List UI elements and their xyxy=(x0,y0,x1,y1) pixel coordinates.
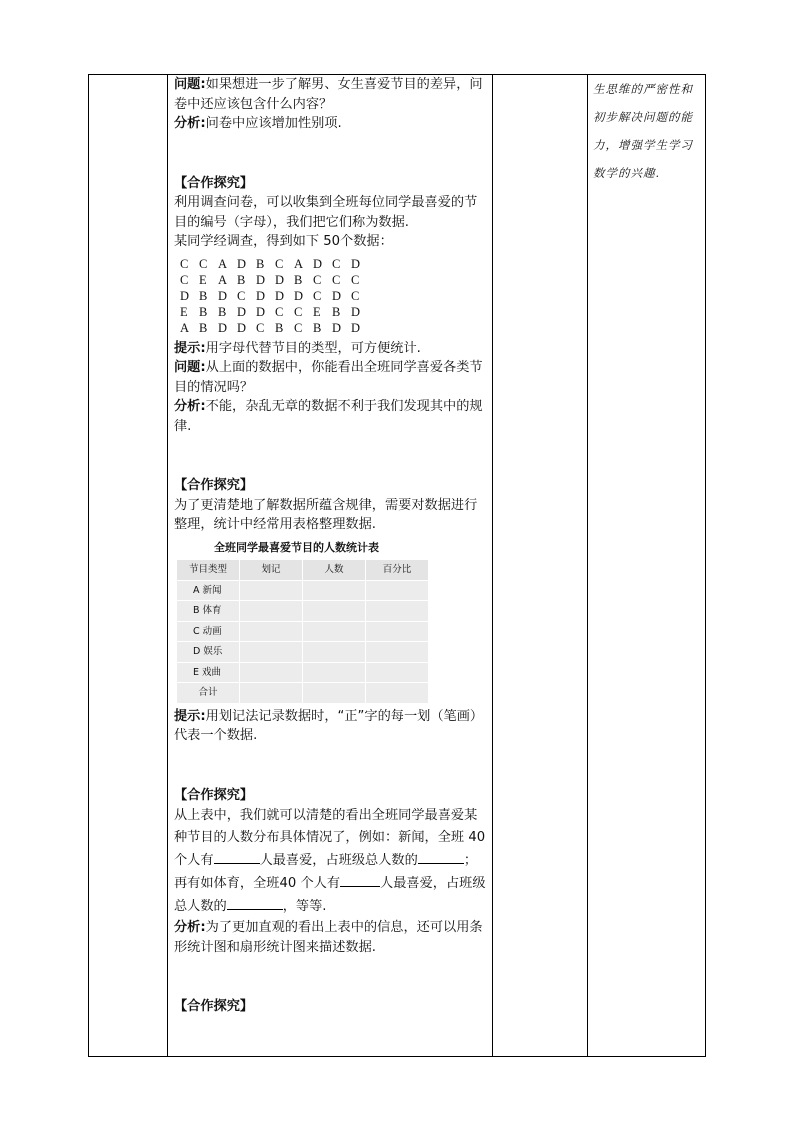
data-letter: D xyxy=(275,272,285,287)
data-letter: D xyxy=(256,288,266,303)
table-empty-cell[interactable] xyxy=(303,662,366,683)
table-row xyxy=(177,642,429,663)
data-letter: B xyxy=(199,304,208,319)
intro-text: 利用调查问卷，可以收集到全班每位同学最喜爱的节目的编号（字母），我们把它们称为数据. xyxy=(174,195,478,230)
data-letter: A xyxy=(218,272,228,287)
table-category-cell: E 戏曲 xyxy=(177,662,240,683)
data-letter: D xyxy=(256,304,266,319)
data-letter: D xyxy=(237,256,247,271)
table-row xyxy=(177,621,429,642)
hint-paragraph: 提示:用字母代替节目的类型，可方便统计. xyxy=(174,340,421,356)
table-row xyxy=(177,601,429,622)
data-letter: C xyxy=(237,288,246,303)
data-letter: C xyxy=(351,288,360,303)
data-letter: C xyxy=(180,256,189,271)
column-divider xyxy=(167,74,168,1057)
data-letter: A xyxy=(294,256,304,271)
table-empty-cell[interactable] xyxy=(366,580,429,601)
data-letter: C xyxy=(256,320,265,335)
answer-blank[interactable] xyxy=(418,849,464,864)
data-letter: E xyxy=(199,272,207,287)
table-empty-cell[interactable] xyxy=(303,580,366,601)
data-letter: C xyxy=(313,288,322,303)
data-letter: D xyxy=(180,288,190,303)
data-letter: D xyxy=(218,288,228,303)
table-empty-cell[interactable] xyxy=(303,683,366,704)
data-letter: C xyxy=(332,256,341,271)
data-letter: D xyxy=(313,256,323,271)
letters-row xyxy=(180,320,488,336)
data-letter: B xyxy=(313,320,322,335)
data-letter: D xyxy=(218,320,228,335)
table-empty-cell[interactable] xyxy=(240,601,303,622)
data-letter: D xyxy=(351,256,361,271)
data-letter: C xyxy=(275,256,284,271)
data-letter: C xyxy=(313,272,322,287)
data-letter: D xyxy=(275,288,285,303)
data-letter: D xyxy=(351,304,361,319)
table-empty-cell[interactable] xyxy=(303,642,366,663)
analysis-paragraph: 分析:为了更加直观的看出上表中的信息，还可以用条形统计图和扇形统计图来描述数据. xyxy=(174,920,483,955)
table-empty-cell[interactable] xyxy=(366,642,429,663)
table-empty-cell[interactable] xyxy=(366,621,429,642)
data-letter: C xyxy=(294,304,303,319)
data-letter: B xyxy=(275,320,284,335)
table-row xyxy=(177,683,429,704)
data-letter: B xyxy=(218,304,227,319)
data-letter: A xyxy=(180,320,190,335)
data-letter: B xyxy=(199,288,208,303)
answer-blank[interactable] xyxy=(227,895,283,910)
table-row xyxy=(177,580,429,601)
data-letter: C xyxy=(351,272,360,287)
table-header-cell: 人数 xyxy=(303,560,366,581)
data-letter: D xyxy=(332,320,342,335)
data-letter: E xyxy=(180,304,188,319)
stat-table xyxy=(176,559,429,704)
data-letter: C xyxy=(199,256,208,271)
question-paragraph: 问题:如果想进一步了解男、女生喜爱节目的差异，问卷中还应该包含什么内容？ xyxy=(174,77,483,112)
fill-blank-paragraph: 从上表中，我们就可以清楚的看出全班同学最喜爱某种节目的人数分布具体情况了，例如：新闻，全班 40 个人有 人最喜爱，占班级总人数的 ；再有如体育，全班40 个人有 人最喜爱，占班级总人数的 ，等等. xyxy=(174,808,486,914)
stat-table-block xyxy=(174,538,488,704)
section-heading: 【合作探究】 xyxy=(174,478,254,493)
table-header-cell: 划记 xyxy=(240,560,303,581)
data-letter: E xyxy=(313,304,321,319)
data-letter: D xyxy=(332,288,342,303)
letters-row xyxy=(180,288,488,304)
column-divider xyxy=(587,74,588,1057)
table-empty-cell[interactable] xyxy=(366,601,429,622)
data-letter: D xyxy=(256,272,266,287)
letters-row xyxy=(180,304,488,320)
answer-blank[interactable] xyxy=(340,872,380,887)
table-category-cell: A 新闻 xyxy=(177,580,240,601)
analysis-paragraph: 分析:不能，杂乱无章的数据不利于我们发现其中的规律. xyxy=(174,399,483,434)
data-letter: D xyxy=(237,320,247,335)
table-category-cell: D 娱乐 xyxy=(177,642,240,663)
data-letters-grid xyxy=(180,256,488,336)
hint-paragraph: 提示:用划记法记录数据时，“正”字的每一划（笔画）代表一个数据. xyxy=(174,708,484,743)
section-heading: 【合作探究】 xyxy=(174,787,254,803)
design-intent-note: 生思维的严密性和初步解决问题的能力，增强学生学习数学的兴趣. xyxy=(593,82,693,180)
table-category-cell: C 动画 xyxy=(177,621,240,642)
table-category-cell: B 体育 xyxy=(177,601,240,622)
table-empty-cell[interactable] xyxy=(366,683,429,704)
table-intro-text: 为了更清楚地了解数据所蕴含规律，需要对数据进行整理，统计中经常用表格整理数据. xyxy=(174,497,478,532)
table-empty-cell[interactable] xyxy=(366,662,429,683)
section-heading: 【合作探究】 xyxy=(174,999,254,1014)
analysis-paragraph: 分析:问卷中应该增加性别项. xyxy=(174,116,342,131)
data-letter: D xyxy=(237,304,247,319)
data-letter: C xyxy=(180,272,189,287)
table-empty-cell[interactable] xyxy=(240,662,303,683)
data-letter: B xyxy=(256,256,265,271)
teaching-content xyxy=(174,75,488,1017)
survey-text: 某同学经调查，得到如下 50个数据： xyxy=(174,234,393,249)
table-title: 全班同学最喜爱节目的人数统计表 xyxy=(214,540,379,554)
letters-row xyxy=(180,256,488,272)
table-empty-cell[interactable] xyxy=(240,580,303,601)
data-letter: B xyxy=(237,272,246,287)
data-letter: D xyxy=(294,288,304,303)
data-letter: C xyxy=(294,320,303,335)
data-letter: B xyxy=(332,304,341,319)
answer-blank[interactable] xyxy=(214,849,260,864)
data-letter: A xyxy=(218,256,228,271)
column-divider xyxy=(492,74,493,1057)
data-letter: C xyxy=(275,304,284,319)
question-paragraph: 问题:从上面的数据中，你能看出全班同学喜爱各类节目的情况吗？ xyxy=(174,360,483,395)
table-empty-cell[interactable] xyxy=(303,621,366,642)
table-category-cell: 合计 xyxy=(177,683,240,704)
table-empty-cell[interactable] xyxy=(240,621,303,642)
section-heading: 【合作探究】 xyxy=(174,175,254,191)
table-empty-cell[interactable] xyxy=(240,642,303,663)
table-row xyxy=(177,662,429,683)
table-empty-cell[interactable] xyxy=(303,601,366,622)
table-header-cell: 百分比 xyxy=(366,560,429,581)
letters-row xyxy=(180,272,488,288)
data-letter: B xyxy=(199,320,208,335)
table-empty-cell[interactable] xyxy=(240,683,303,704)
data-letter: D xyxy=(351,320,361,335)
data-letter: C xyxy=(332,272,341,287)
table-header-cell: 节目类型 xyxy=(177,560,240,581)
data-letter: B xyxy=(294,272,303,287)
